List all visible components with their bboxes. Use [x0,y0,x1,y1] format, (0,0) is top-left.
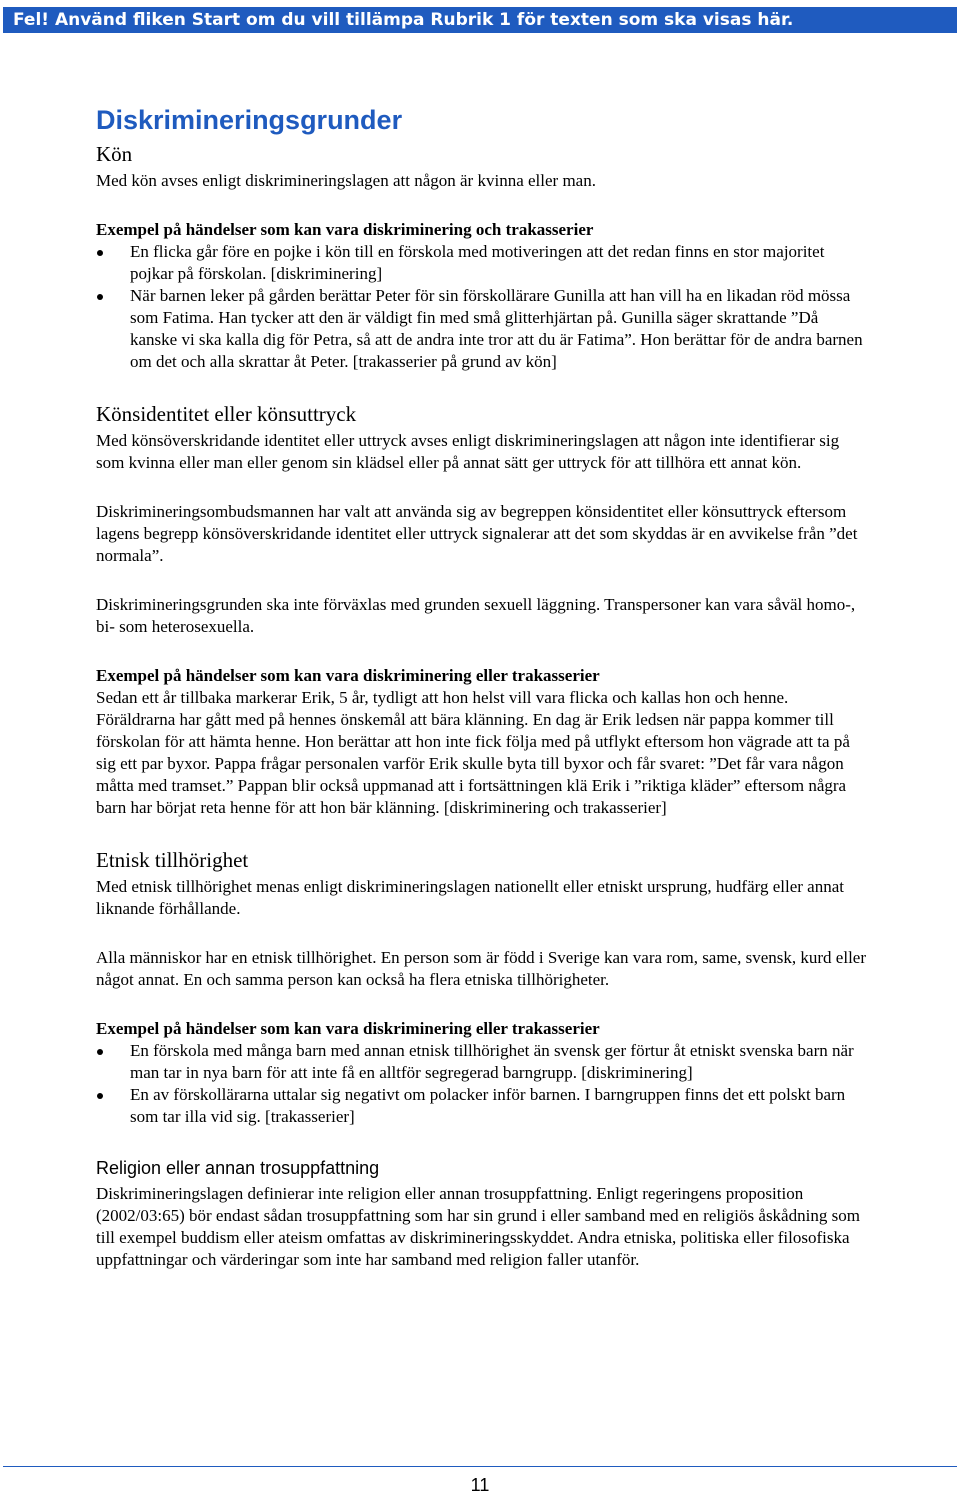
example-list [96,241,866,373]
list-item: När barnen leker på gården berättar Peter för sin förskollärare Gunilla att han vill ha en likadan röd mössa som Fatima. Han tycker att den är väldigt fin med små glitterhjärtan på. Gunilla säger skrattande ”Då kanske vi ska kalla dig för Petra, så att de andra inte tror att du är Fatima”. Hon berättar för de andra barnen om det och alla skrattar åt Peter. [trakasserier på grund av kön] [96,285,866,373]
example-heading: Exempel på händelser som kan vara diskriminering eller trakasserier [96,666,600,685]
page-title: Diskrimineringsgrunder [96,105,403,135]
footer-divider [3,1466,957,1467]
section-heading-kon: Kön [96,142,133,166]
paragraph: Sedan ett år tillbaka markerar Erik, 5 år, tydligt att hon helst vill vara flicka och kallas hon och henne. Föräldrarna har gått med på hennes önskemål att bära klänning. En dag är Erik ledsen när pappa kommer till förskolan för att hämta henne. Hon berättar att hon inte fick följa med på utflykt eftersom hon vägrade att ta på sig ett par byxor. Pappa frågar personalen varför Erik skulle byta till byxor och får svaret: ”Det får vara någon måtta med tramset.” Pappan blir också uppmanad att i fortsättningen klä Erik i ”riktiga kläder” eftersom några barn har börjat reta henne för att hon bär klänning. [diskriminering och trakasserier] [96,688,850,817]
paragraph: Diskrimineringslagen definierar inte religion eller annan trosuppfattning. Enligt regeringens proposition (2002/03:65) bör endast sådan trosuppfattning som har sin grund i eller samband med en religiös åskådning som till exempel buddism eller ateism omfattas av diskrimineringsskyddet. Andra etniska, politiska eller filosofiska uppfattningar och värderingar som inte har samband med religion faller utanför. [96,1184,860,1269]
section-heading-konsidentitet: Könsidentitet eller könsuttryck [96,402,357,426]
list-item: En förskola med många barn med annan etnisk tillhörighet än svensk ger förtur åt etniskt svenska barn när man tar in nya barn för att inte få en alltför segregerad barngrupp. [diskriminering] [96,1040,866,1084]
section-heading-etnisk: Etnisk tillhörighet [96,848,249,872]
example-heading: Exempel på händelser som kan vara diskriminering eller trakasserier [96,1019,600,1038]
paragraph: Alla människor har en etnisk tillhörighet. En person som är född i Sverige kan vara rom, same, svensk, kurd eller något annat. En och samma person kan också ha flera etniska tillhörigheter. [96,948,867,989]
paragraph: Med etnisk tillhörighet menas enligt diskrimineringslagen nationellt eller etniskt ursprung, hudfärg eller annat liknande förhållande. [96,877,844,918]
example-list [96,1040,866,1128]
section-heading-religion: Religion eller annan trosuppfattning [96,1158,380,1178]
paragraph: Diskrimineringsgrunden ska inte förväxlas med grunden sexuell läggning. Transpersoner kan vara såväl homo-, bi- som heterosexuella. [96,595,856,636]
paragraph: Med könsöverskridande identitet eller uttryck avses enligt diskrimineringslagen att någon inte identifierar sig som kvinna eller man eller genom sin klädsel eller på annat sätt ger uttryck för att tillhöra ett annat kön. [96,431,840,472]
running-header-bar [3,7,957,33]
list-item: En av förskollärarna uttalar sig negativt om polacker inför barnen. I barngruppen finns det ett polskt barn som tar illa vid sig. [trakasserier] [96,1084,866,1128]
page-number: 11 [470,1475,490,1495]
running-header-text: Fel! Använd fliken Start om du vill tillämpa Rubrik 1 för texten som ska visas här. [13,10,794,30]
example-heading: Exempel på händelser som kan vara diskriminering och trakasserier [96,220,594,239]
paragraph: Med kön avses enligt diskrimineringslagen att någon är kvinna eller man. [96,171,596,190]
paragraph: Diskrimineringsombudsmannen har valt att använda sig av begreppen könsidentitet eller könsuttryck eftersom lagens begrepp könsöverskridande identitet eller uttryck signalerar att det som skyddas är en avvikelse från ”det normala”. [96,502,858,565]
document-body [96,103,866,1271]
list-item: En flicka går före en pojke i kön till en förskola med motiveringen att det redan finns en stor majoritet pojkar på förskolan. [diskriminering] [96,241,866,285]
